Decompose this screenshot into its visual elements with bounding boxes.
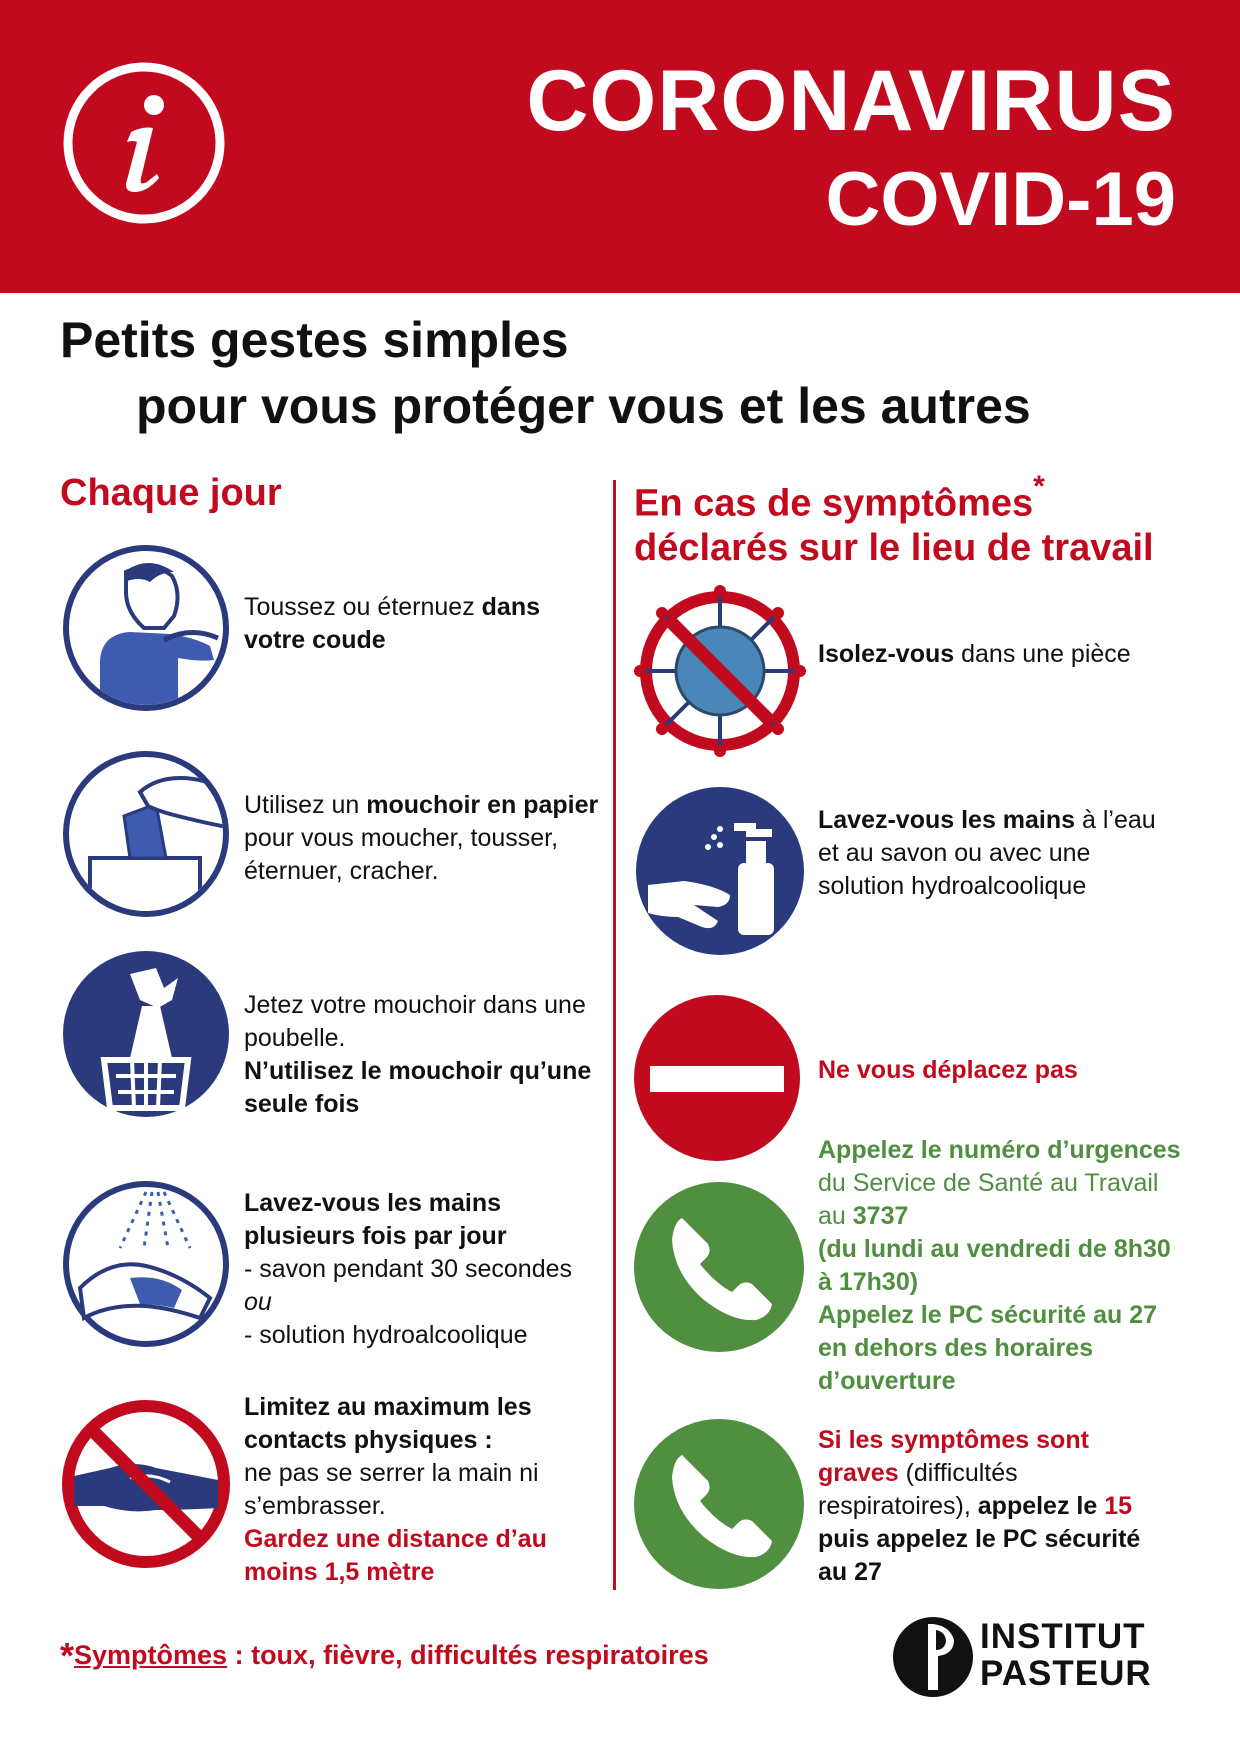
- tip-text: - solution hydroalcoolique: [244, 1321, 528, 1349]
- section-heading-daily: Chaque jour: [60, 472, 282, 514]
- tip-text-red: Gardez une distance d’au moins 1,5 mètre: [244, 1525, 547, 1586]
- tip-text-bold: Lavez-vous les mains plusieurs fois par jour: [244, 1189, 507, 1250]
- tip-tissue: [244, 789, 604, 888]
- no-virus-icon: [634, 585, 806, 757]
- tip-text: Toussez ou éternuez: [244, 593, 482, 621]
- tip-text: - savon pendant 30 secondes: [244, 1255, 573, 1283]
- section-heading-symptoms-line1: En cas de symptômes: [634, 482, 1034, 525]
- footnote-label: Symptômes: [74, 1640, 228, 1670]
- action-text-green-bold: Appelez le PC sécurité au 27 en dehors des horaires d’ouverture: [818, 1301, 1158, 1395]
- wash-hands-icon: [60, 1178, 232, 1350]
- tip-text: pour vous moucher, tousser, éternuer, cracher.: [244, 824, 559, 885]
- section-heading-symptoms-line2: déclarés sur le lieu de travail: [634, 526, 1154, 569]
- action-text-red: Si les symptômes sont graves: [818, 1426, 1089, 1487]
- action-text: dans une pièce: [954, 640, 1131, 668]
- symptoms-footnote: [60, 1631, 709, 1676]
- cough-elbow-icon: [60, 542, 232, 714]
- subtitle-line1: Petits gestes simples: [60, 312, 569, 368]
- action-text-bold: appelez le: [977, 1492, 1105, 1520]
- logo-line2: PASTEUR: [980, 1654, 1152, 1693]
- page-subtitle-covid: COVID-19: [825, 157, 1176, 242]
- phone-number-15: 15: [1104, 1492, 1133, 1520]
- tip-text: ne pas se serrer la main ni s’embrasser.: [244, 1459, 539, 1520]
- asterisk: *: [60, 1635, 75, 1676]
- action-text: à l’eau et au savon ou avec une solution hydroalcoolique: [818, 806, 1156, 900]
- tip-text-bold: Limitez au maximum les contacts physiques :: [244, 1393, 532, 1454]
- tip-trash: [244, 989, 604, 1121]
- header-banner: [0, 0, 1240, 293]
- action-wash-hands: [818, 804, 1158, 903]
- action-call-15: [818, 1424, 1163, 1589]
- tissue-box-icon: [60, 748, 232, 920]
- phone-icon: [634, 1182, 804, 1352]
- page-title: CORONAVIRUS: [526, 53, 1176, 149]
- subtitle-line2: pour vous protéger vous et les autres: [136, 378, 1031, 434]
- no-entry-icon: [634, 995, 800, 1161]
- info-icon: [61, 60, 227, 226]
- action-text-red: Ne vous déplacez pas: [818, 1056, 1078, 1084]
- no-handshake-icon: [60, 1398, 232, 1570]
- hand-sanitizer-icon: [634, 785, 806, 957]
- phone-number-3737: 3737: [852, 1202, 909, 1230]
- tip-cough-elbow: [244, 591, 604, 657]
- action-text-bold: Isolez-vous: [818, 640, 955, 668]
- section-heading-symptoms: [634, 471, 1154, 570]
- action-text-green-bold: Appelez le numéro d’urgences: [818, 1136, 1181, 1164]
- trash-bin-icon: [60, 948, 232, 1120]
- action-isolate: [818, 638, 1148, 671]
- asterisk: *: [1033, 470, 1045, 503]
- phone-icon: [634, 1419, 804, 1589]
- logo-line1: INSTITUT: [980, 1617, 1146, 1656]
- tip-text-bold: N’utilisez le mouchoir qu’une seule fois: [244, 1057, 592, 1118]
- tip-text-italic: ou: [244, 1288, 272, 1316]
- tip-text: Jetez votre mouchoir dans une poubelle.: [244, 991, 586, 1052]
- tip-text-bold: mouchoir en papier: [366, 791, 599, 819]
- footnote-text: : toux, fièvre, difficultés respiratoires: [227, 1640, 709, 1670]
- action-text-bold: puis appelez le PC sécurité au 27: [818, 1525, 1141, 1586]
- action-call-health: [818, 1134, 1183, 1398]
- action-text-green: du Service de Santé au Travail au: [818, 1169, 1159, 1230]
- action-text-green-bold: (du lundi au vendredi de 8h30 à 17h30): [818, 1235, 1171, 1296]
- action-text: (difficultés respiratoires),: [818, 1459, 1018, 1520]
- tip-text-bold: dans votre coude: [244, 593, 541, 654]
- tip-text: Utilisez un: [244, 791, 367, 819]
- institut-pasteur-logo-text: [980, 1618, 1152, 1692]
- tip-wash-hands: [244, 1187, 609, 1352]
- action-stay: [818, 1054, 1158, 1087]
- column-divider: [613, 480, 616, 1590]
- action-text-bold: Lavez-vous les mains: [818, 806, 1076, 834]
- tip-no-contact: [244, 1391, 604, 1589]
